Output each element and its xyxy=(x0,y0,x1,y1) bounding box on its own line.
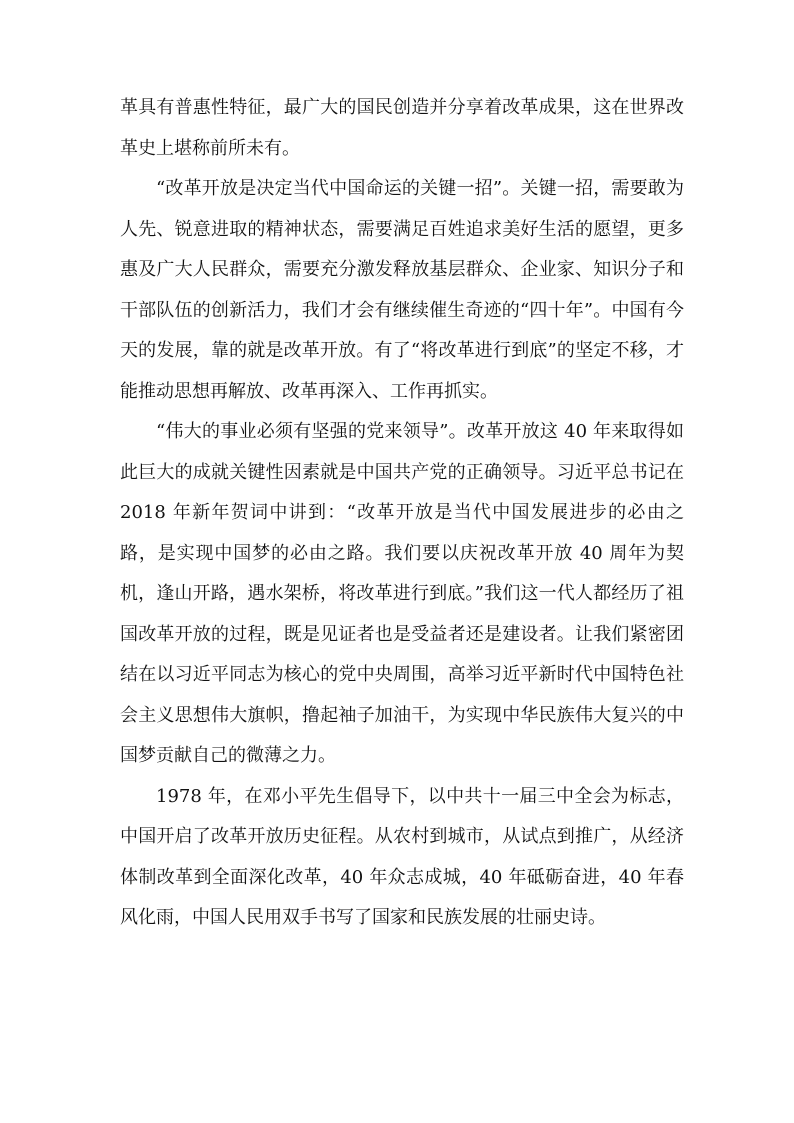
paragraph-continuation: 革具有普惠性特征，最广大的国民创造并分享着改革成果，这在世界改革史上堪称前所未有。 xyxy=(120,97,684,159)
paragraph-1978-history: 1978 年，在邓小平先生倡导下，以中共十一届三中全会为标志，中国开启了改革开放历史征程。从农村到城市，从试点到推广，从经济体制改革到全面深化改革，40 年众志成城，40 年砥砺奋进，40 年春风化雨，中国人民用双手书写了国家和民族发展的壮丽史诗。 xyxy=(120,785,684,928)
document-body xyxy=(120,88,684,939)
paragraph-reform-key-move: “改革开放是决定当代中国命运的关键一招”。关键一招，需要敢为人先、锐意进取的精神状态，需要满足百姓追求美好生活的愿望，更多惠及广大人民群众，需要充分激发释放基层群众、企业家、知识分子和干部队伍的创新活力，我们才会有继续催生奇迹的“四十年”。中国有今天的发展，靠的就是改革开放。有了“将改革进行到底”的坚定不移，才能推动思想再解放、改革再深入、工作再抓实。 xyxy=(120,178,684,402)
paragraph-party-leadership: “伟大的事业必须有坚强的党来领导”。改革开放这 40 年来取得如此巨大的成就关键性因素就是中国共产党的正确领导。习近平总书记在 2018 年新年贺词中讲到：“改革开放是当代中国发展进步的必由之路，是实现中国梦的必由之路。我们要以庆祝改革开放 40 周年为契机，逢山开路，遇水架桥，将改革进行到底。”我们这一代人都经历了祖国改革开放的过程，既是见证者也是受益者还是建设者。让我们紧密团结在以习近平同志为核心的党中央周围，高举习近平新时代中国特色社会主义思想伟大旗帜，撸起袖子加油干，为实现中华民族伟大复兴的中国梦贡献自己的微薄之力。 xyxy=(120,421,684,766)
